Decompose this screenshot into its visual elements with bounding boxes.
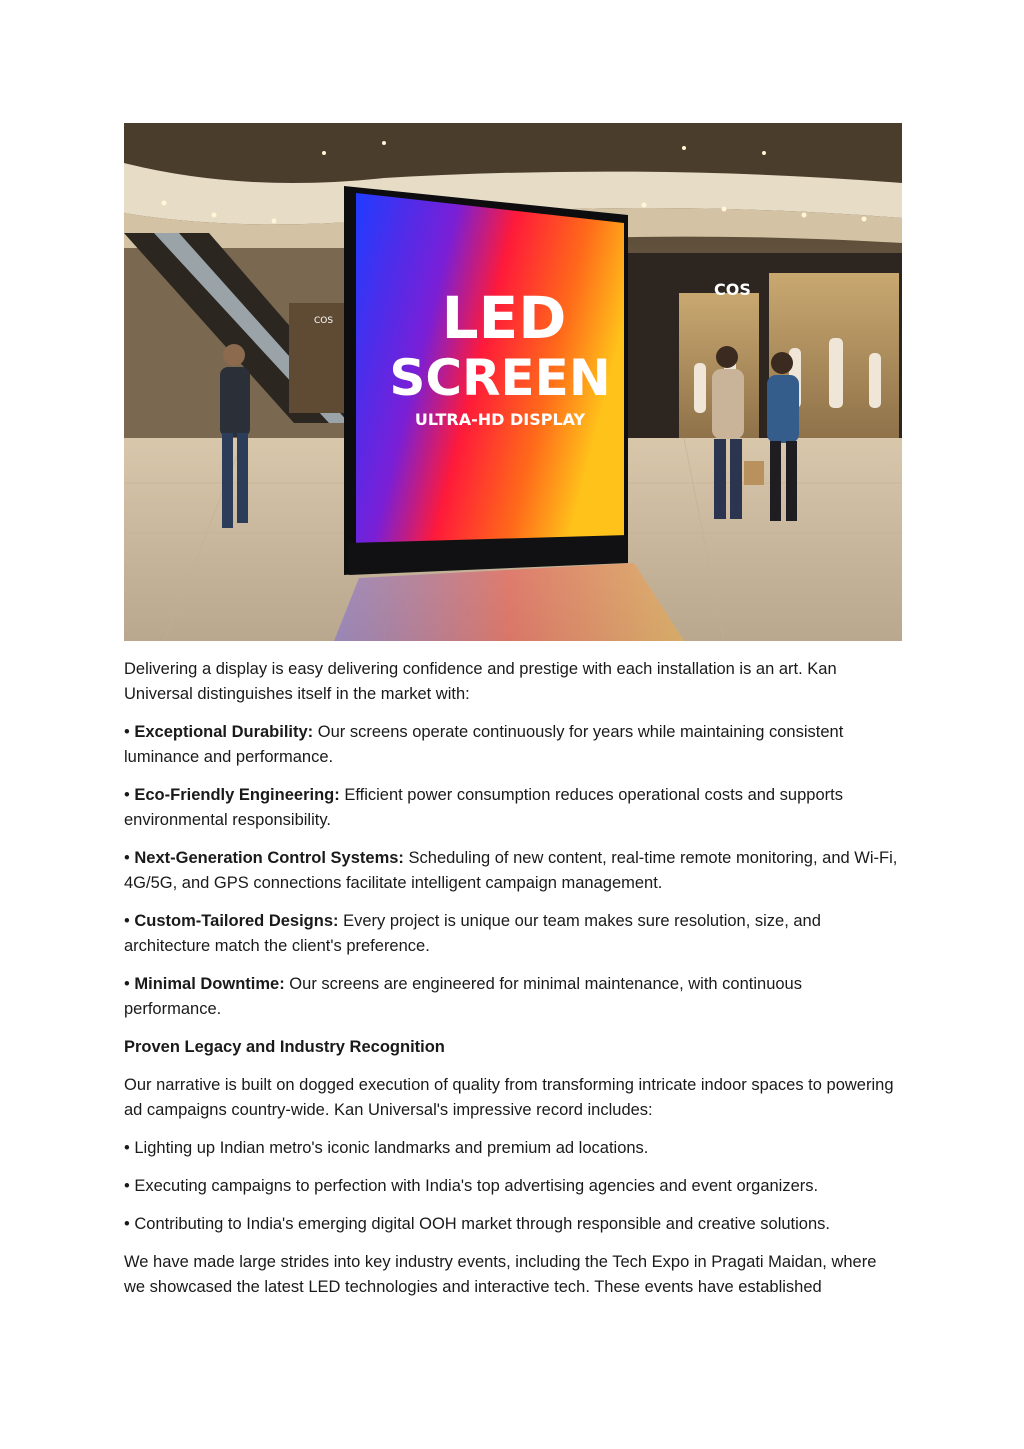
bullet: •: [124, 849, 135, 867]
bullet: •: [124, 1139, 135, 1157]
feature-title: Eco-Friendly Engineering:: [134, 786, 340, 804]
feature-text: Scheduling of new content, real-time remote monitoring, and Wi-Fi, 4G/5G, and GPS connections facilitate intelligent campaign management.: [124, 849, 898, 892]
feature-item: [124, 846, 902, 896]
feature-item: [124, 972, 902, 1022]
store-sign-left: COS: [314, 316, 334, 326]
record-item: [124, 1174, 902, 1199]
bullet: •: [124, 975, 135, 993]
screen-title-line1: LED: [441, 284, 567, 352]
bullet: •: [124, 1177, 135, 1195]
feature-text: Efficient power consumption reduces operational costs and supports environmental responsibility.: [124, 786, 843, 829]
store-sign-right: COS: [714, 280, 751, 299]
section-heading: Proven Legacy and Industry Recognition: [124, 1038, 445, 1056]
feature-title: Exceptional Durability:: [134, 723, 314, 741]
feature-item: [124, 783, 902, 833]
led-screen: [344, 186, 628, 575]
feature-item: [124, 720, 902, 770]
bullet: •: [124, 1215, 135, 1233]
legacy-paragraph: Our narrative is built on dogged execution of quality from transforming intricate indoor spaces to powering ad campaigns country-wide. Kan Universal's impressive record includes:: [124, 1076, 894, 1119]
bullet: •: [124, 786, 135, 804]
feature-title: Custom-Tailored Designs:: [134, 912, 339, 930]
bullet: •: [124, 912, 135, 930]
record-item: [124, 1136, 902, 1161]
feature-text: Our screens operate continuously for years while maintaining consistent luminance and performance.: [124, 723, 844, 766]
record-text: Executing campaigns to perfection with India's top advertising agencies and event organizers.: [134, 1177, 819, 1195]
feature-item: [124, 909, 902, 959]
feature-text: Every project is unique our team makes sure resolution, size, and architecture match the client's preference.: [124, 912, 821, 955]
document-page: [124, 123, 902, 1313]
record-text: Contributing to India's emerging digital OOH market through responsible and creative solutions.: [134, 1215, 830, 1233]
feature-title: Next-Generation Control Systems:: [134, 849, 404, 867]
screen-subtitle: ULTRA-HD DISPLAY: [414, 410, 586, 429]
bullet: •: [124, 723, 135, 741]
record-item: [124, 1212, 902, 1237]
hero-image: [124, 123, 902, 641]
closing-paragraph: We have made large strides into key industry events, including the Tech Expo in Pragati Maidan, where we showcased the latest LED technologies and interactive tech. These events have established: [124, 1253, 877, 1296]
feature-title: Minimal Downtime:: [134, 975, 285, 993]
feature-text: Our screens are engineered for minimal maintenance, with continuous performance.: [124, 975, 802, 1018]
document-body: [124, 657, 902, 1300]
intro-paragraph: Delivering a display is easy delivering confidence and prestige with each installation is an art. Kan Universal distinguishes itself in the market with:: [124, 660, 837, 703]
screen-title-line2: SCREEN: [389, 349, 611, 407]
record-text: Lighting up Indian metro's iconic landmarks and premium ad locations.: [134, 1139, 649, 1157]
